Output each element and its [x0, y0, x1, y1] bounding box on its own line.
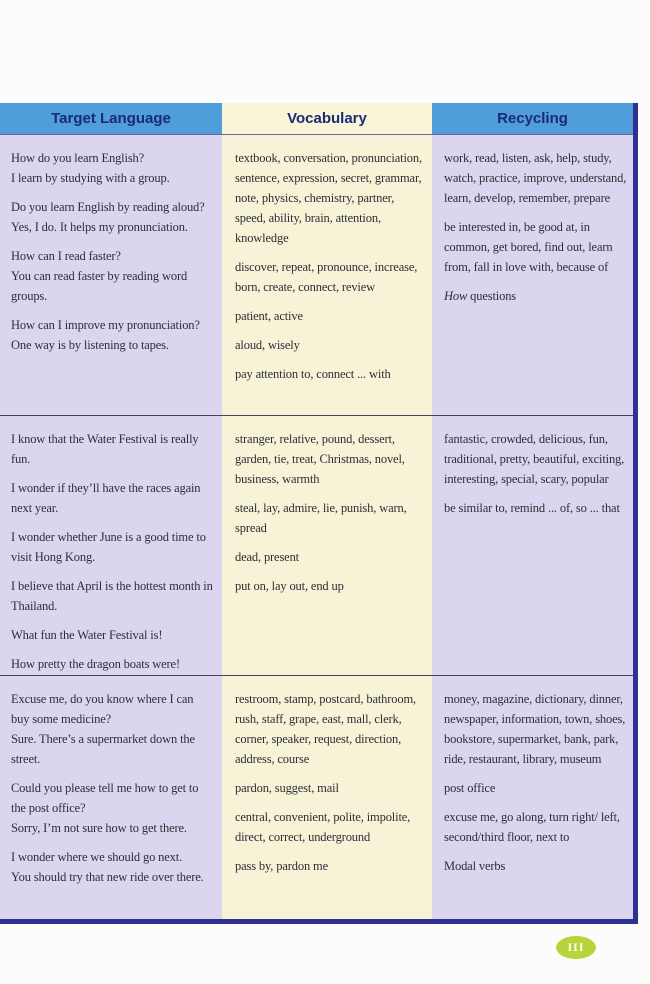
paragraph: post office	[444, 781, 496, 795]
column-header-label: Vocabulary	[287, 110, 367, 127]
paragraph: stranger, relative, pound, dessert, garden, tie, treat, Christmas, novel, business, warmth	[235, 432, 405, 486]
paragraph: How can I improve my pronunciation? One way is by listening to tapes.	[11, 318, 200, 352]
paragraph: restroom, stamp, postcard, bathroom, rush, staff, grape, east, mall, clerk, corner, speaker, request, direction, address, course	[235, 692, 417, 766]
paragraph: pardon, suggest, mail	[235, 781, 339, 795]
paragraph: steal, lay, admire, lie, punish, warn, spread	[235, 501, 407, 535]
table-row	[0, 415, 633, 675]
paragraph: I know that the Water Festival is really fun.	[11, 432, 199, 466]
recycling-cell	[432, 676, 633, 919]
table-row	[0, 135, 633, 415]
paragraph: How can I read faster? You can read faster by reading word groups.	[11, 249, 188, 303]
paragraph: How pretty the dragon boats were!	[11, 657, 180, 671]
recycling-cell	[432, 416, 633, 675]
paragraph: How do you learn English? I learn by studying with a group.	[11, 151, 170, 185]
paragraph: patient, active	[235, 309, 303, 323]
paragraph: I wonder if they’ll have the races again next year.	[11, 481, 201, 515]
paragraph: central, convenient, polite, impolite, direct, correct, underground	[235, 810, 411, 844]
paragraph: pay attention to, connect ... with	[235, 367, 391, 381]
target-language-cell	[0, 416, 222, 675]
paragraph: pass by, pardon me	[235, 859, 328, 873]
vocabulary-cell	[222, 416, 432, 675]
paragraph: How questions	[444, 289, 517, 303]
paragraph: dead, present	[235, 550, 299, 564]
vocabulary-cell	[222, 676, 432, 919]
paragraph: work, read, listen, ask, help, study, watch, practice, improve, understand, learn, develop, remember, prepare	[444, 151, 627, 205]
paragraph: be similar to, remind ... of, so ... that	[444, 501, 620, 515]
target-language-cell	[0, 676, 222, 919]
paragraph: textbook, conversation, pronunciation, sentence, expression, secret, grammar, note, physics, chemistry, partner, speed, ability, brain, attention, knowledge	[235, 151, 422, 245]
table-row	[0, 675, 633, 919]
paragraph: aloud, wisely	[235, 338, 300, 352]
page-number: III	[567, 940, 585, 954]
paragraph: I wonder whether June is a good time to visit Hong Kong.	[11, 530, 206, 564]
page-number-badge	[556, 936, 596, 959]
paragraph: I believe that April is the hottest month in Thailand.	[11, 579, 213, 613]
vocabulary-cell	[222, 135, 432, 415]
paragraph: What fun the Water Festival is!	[11, 628, 163, 642]
paragraph: Could you please tell me how to get to the post office? Sorry, I’m not sure how to get there.	[11, 781, 199, 835]
column-header-label: Target Language	[51, 110, 171, 127]
paragraph: Modal verbs	[444, 859, 506, 873]
paragraph: Do you learn English by reading aloud? Yes, I do. It helps my pronunciation.	[11, 200, 205, 234]
paragraph: be interested in, be good at, in common, get bored, find out, learn from, fall in love with, because of	[444, 220, 613, 274]
column-header-vocabulary	[222, 103, 432, 134]
paragraph: put on, lay out, end up	[235, 579, 344, 593]
paragraph: Excuse me, do you know where I can buy some medicine? Sure. There’s a supermarket down the street.	[11, 692, 195, 766]
paragraph: excuse me, go along, turn right/ left, second/third floor, next to	[444, 810, 620, 844]
syllabus-table	[0, 103, 638, 924]
table-header-row	[0, 103, 633, 135]
target-language-cell	[0, 135, 222, 415]
paragraph: money, magazine, dictionary, dinner, newspaper, information, town, shoes, bookstore, supermarket, bank, park, ride, restaurant, library, museum	[444, 692, 626, 766]
paragraph: fantastic, crowded, delicious, fun, traditional, pretty, beautiful, exciting, interesting, special, scary, popular	[444, 432, 625, 486]
paragraph: I wonder where we should go next. You should try that new ride over there.	[11, 850, 204, 884]
paragraph: discover, repeat, pronounce, increase, born, create, connect, review	[235, 260, 418, 294]
column-header-target-language	[0, 103, 222, 134]
column-header-recycling	[432, 103, 633, 134]
recycling-cell	[432, 135, 633, 415]
column-header-label: Recycling	[497, 110, 568, 127]
